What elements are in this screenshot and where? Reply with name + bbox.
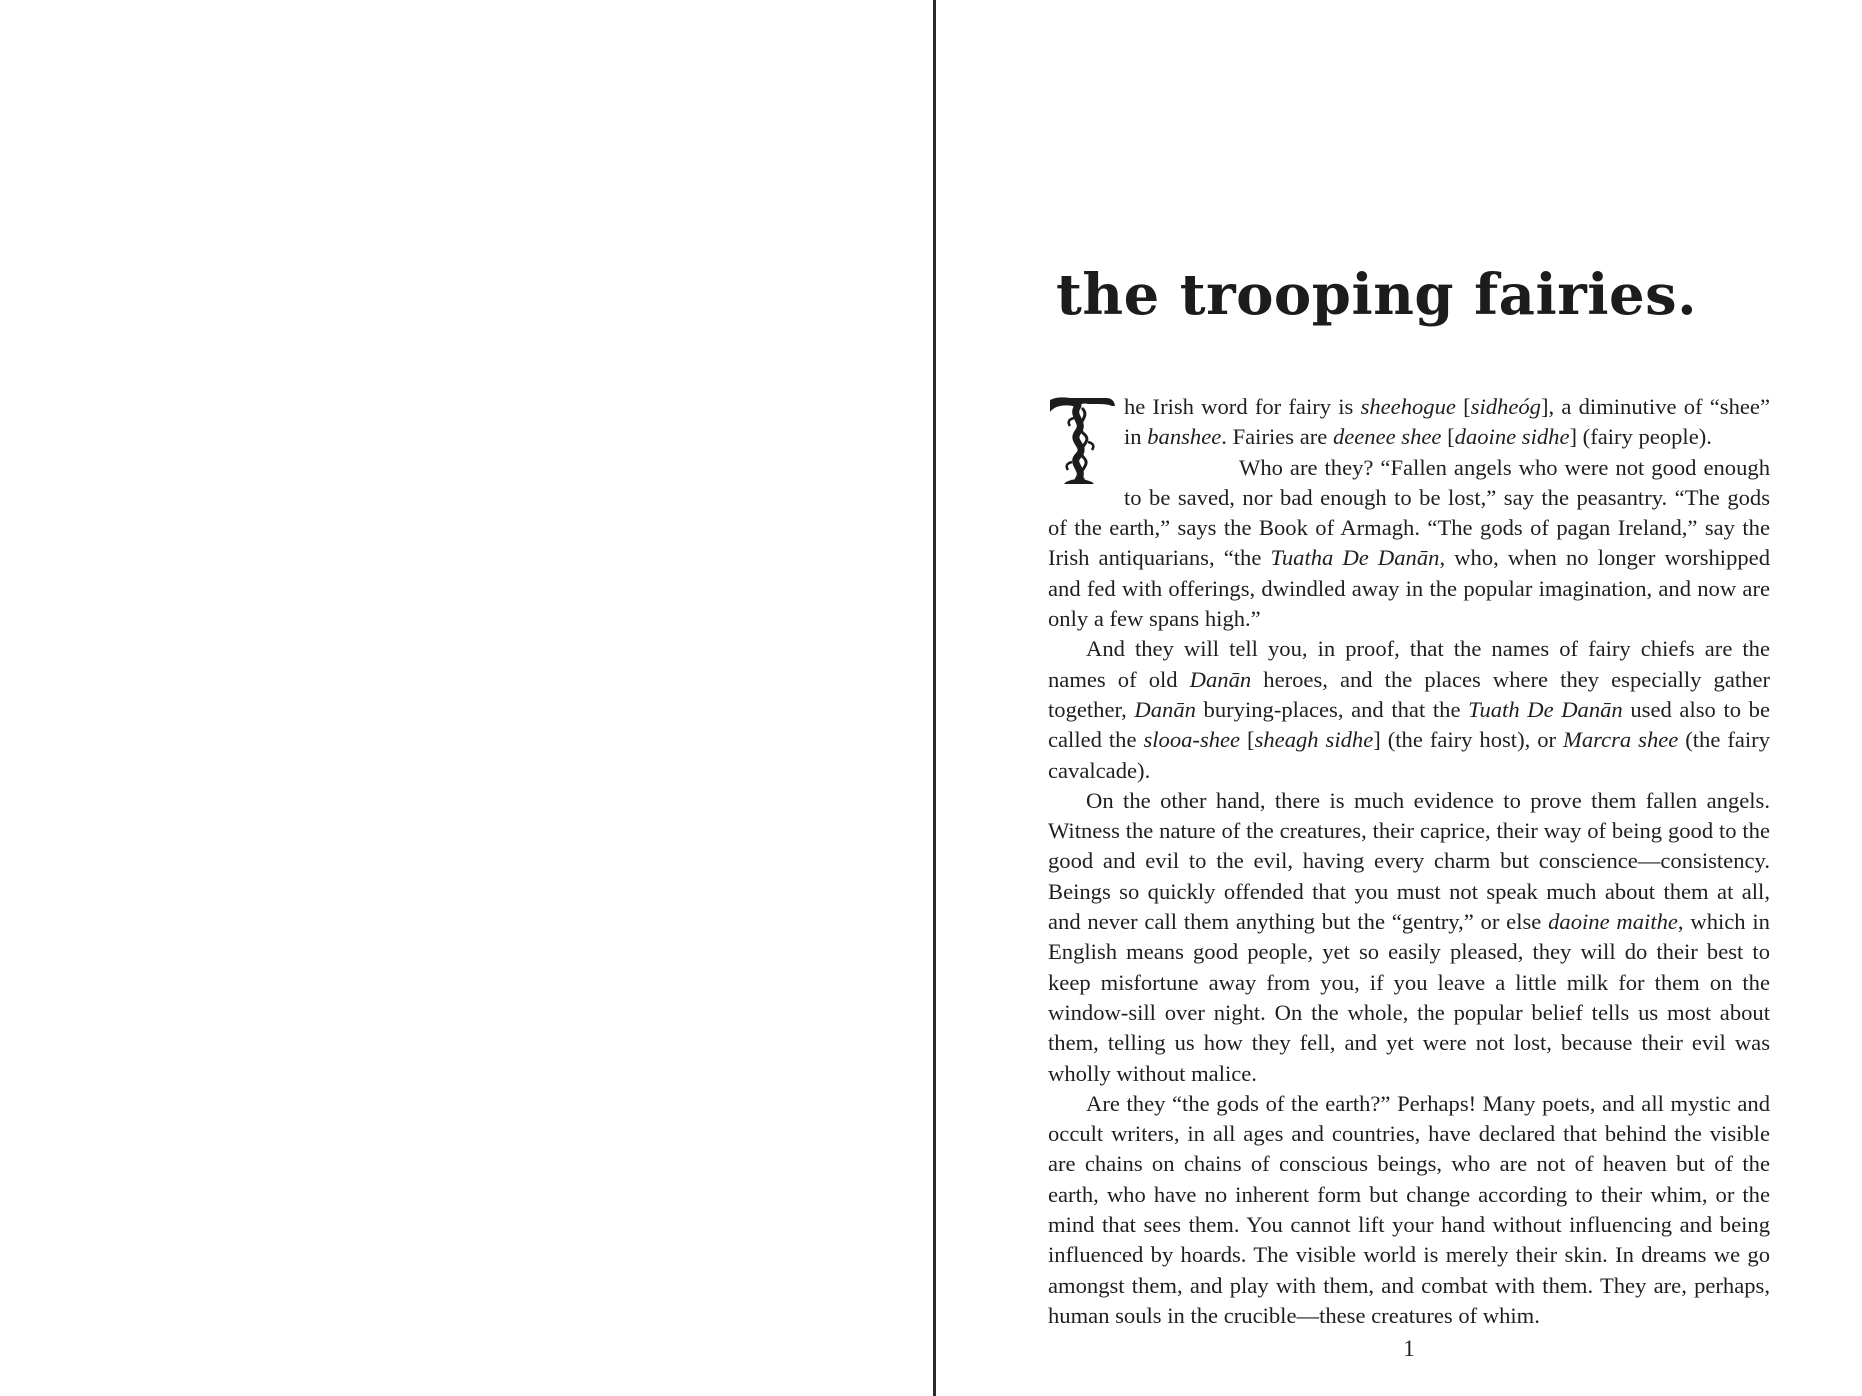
italic-term: slooa-shee	[1143, 727, 1241, 753]
italic-term: daoine sidhe	[1454, 424, 1570, 450]
text-run: burying-places, and that the	[1195, 696, 1469, 722]
body-text	[1048, 392, 1770, 1331]
italic-term: Danān	[1134, 696, 1196, 722]
text-run: heroes, and the places where they especially gather together,	[1048, 666, 1771, 722]
text-run: , which in English means good people, yet so easily pleased, they will do their best to keep misfortune away from you, if you leave a little milk for them on the window-sill over night. On the whole, the popular belief tells us most about them, telling us how they fell, and yet were not lost, because their evil was wholly without malice.	[1048, 909, 1770, 1086]
text-run: On the other hand, there is much evidence to prove them fallen angels. Witness the nature of the creatures, their caprice, their way of being good to the good and evil to the evil, having every charm but conscience—consistency. Beings so quickly offended that you must not speak much about them at all, and never call them anything but the “gentry,” or else	[1048, 787, 1770, 935]
right-page	[936, 0, 1862, 1396]
paragraph-2	[1048, 453, 1770, 635]
italic-term: Tuath De Danān	[1468, 696, 1623, 722]
italic-term: banshee	[1147, 424, 1222, 450]
paragraph-4	[1048, 786, 1770, 1089]
paragraph-3	[1048, 634, 1770, 785]
text-run: used also to be called the	[1048, 696, 1770, 753]
chapter-title: the trooping fairies.	[1056, 262, 1698, 328]
page-number: 1	[1403, 1336, 1415, 1361]
paragraph-1	[1048, 392, 1770, 453]
italic-term: Marcra shee	[1563, 727, 1679, 753]
text-run: . Fairies are	[1221, 424, 1333, 450]
italic-term: Danān	[1189, 666, 1252, 692]
text-run: , who, when no longer worshipped and fed with offerings, dwindled away in the popular imagination, and now are only a few spans high.”	[1048, 545, 1770, 632]
text-run: he Irish word for fairy is	[1124, 394, 1361, 419]
italic-term: sheagh sidhe	[1254, 727, 1374, 753]
text-run: And they will tell you, in proof, that the names of fairy chiefs are the names of old	[1048, 636, 1770, 692]
text-run: ], a diminutive of “shee” in	[1124, 394, 1770, 450]
text-run: Who are they? “Fallen angels who were not good enough to be saved, nor bad enough to be lost,” say the peasantry. “The gods of the earth,” says the Book of Armagh. “The gods of pagan Ireland,” say the Irish antiquarians, “the	[1048, 454, 1770, 571]
text-run: ] (fairy people).	[1569, 424, 1712, 450]
text-run: [	[1240, 727, 1255, 753]
italic-term: sidheóg	[1470, 394, 1541, 419]
text-run: Are they “the gods of the earth?” Perhaps! Many poets, and all mystic and occult writers, in all ages and countries, have declared that behind the visible are chains on chains of conscious beings, who are not of heaven but of the earth, who have no inherent form but change according to their whim, or the mind that sees them. You cannot lift your hand without influencing and being influenced by hoards. The visible world is merely their skin. In dreams we go amongst them, and play with them, and combat with them. They are, perhaps, human souls in the crucible—these creatures of whim.	[1048, 1090, 1770, 1328]
italic-term: daoine maithe	[1548, 909, 1678, 935]
text-run: [	[1455, 394, 1471, 419]
text-run: ] (the fairy host), or	[1373, 727, 1563, 753]
italic-term: Tuatha De Danān	[1270, 545, 1440, 571]
italic-term: deenee shee	[1332, 424, 1442, 450]
dropcap-t-ornament-icon	[1048, 396, 1116, 484]
text-run: [	[1441, 424, 1455, 450]
paragraph-5	[1048, 1089, 1770, 1331]
italic-term: sheehogue	[1360, 394, 1456, 419]
text-run: (the fairy cavalcade).	[1048, 727, 1770, 783]
